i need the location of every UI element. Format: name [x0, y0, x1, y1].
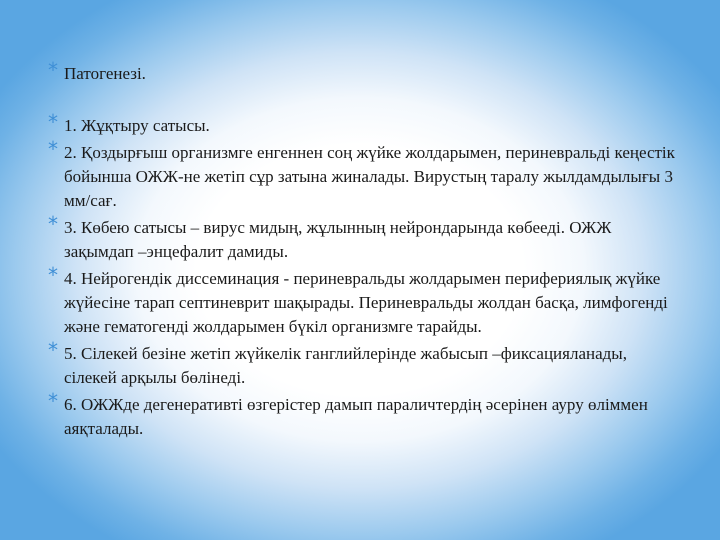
bullet-asterisk-icon: * [48, 338, 58, 362]
item-text: 4. Нейрогендік диссеминация - периневральды жолдарымен перифериялық жүйке жүйесіне тарап септиневрит шақырады. Периневральды жолдан басқа, лимфогенді жәнe гематогенді жолдарымен бүкіл организмге тарайды. [64, 269, 668, 336]
list-item-heading [48, 58, 678, 86]
bullet-asterisk-icon: * [48, 263, 58, 287]
bullet-asterisk-icon: * [48, 58, 58, 82]
list-item-5 [48, 338, 678, 390]
bullet-asterisk-icon: * [48, 137, 58, 161]
item-text: 6. ОЖЖде дегенеративті өзгерістер дамып параличтердің әсерінен ауру өліммен аяқталады. [64, 395, 648, 438]
list-item-3 [48, 212, 678, 264]
bullet-asterisk-icon: * [48, 212, 58, 236]
list-item-2 [48, 137, 678, 213]
item-text: 5. Сілекей безіне жетіп жүйкелік ганглийлерінде жабысып –фиксацияланады, сілекей арқылы бөлінеді. [64, 344, 627, 387]
bullet-asterisk-icon: * [48, 389, 58, 413]
list-item-6 [48, 389, 678, 441]
bullet-asterisk-icon: * [48, 110, 58, 134]
heading-text: Патогенезі. [64, 64, 146, 83]
list-item-1 [48, 110, 678, 138]
bullet-list [48, 58, 678, 441]
item-text: 1. Жұқтыру сатысы. [64, 116, 210, 135]
list-item-4 [48, 263, 678, 339]
item-text: 2. Қоздырғыш организмге енгеннен соң жүйке жолдарымен, периневральді кеңестік бойынша ОЖЖ-не жетіп сұр затына жиналады. Вирустың таралу жылдамдылығы 3 мм/сағ. [64, 143, 675, 210]
item-text: 3. Көбею сатысы – вирус мидың, жұлынның нейрондарында көбееді. ОЖЖ зақымдап –энцефалит дамиды. [64, 218, 612, 261]
